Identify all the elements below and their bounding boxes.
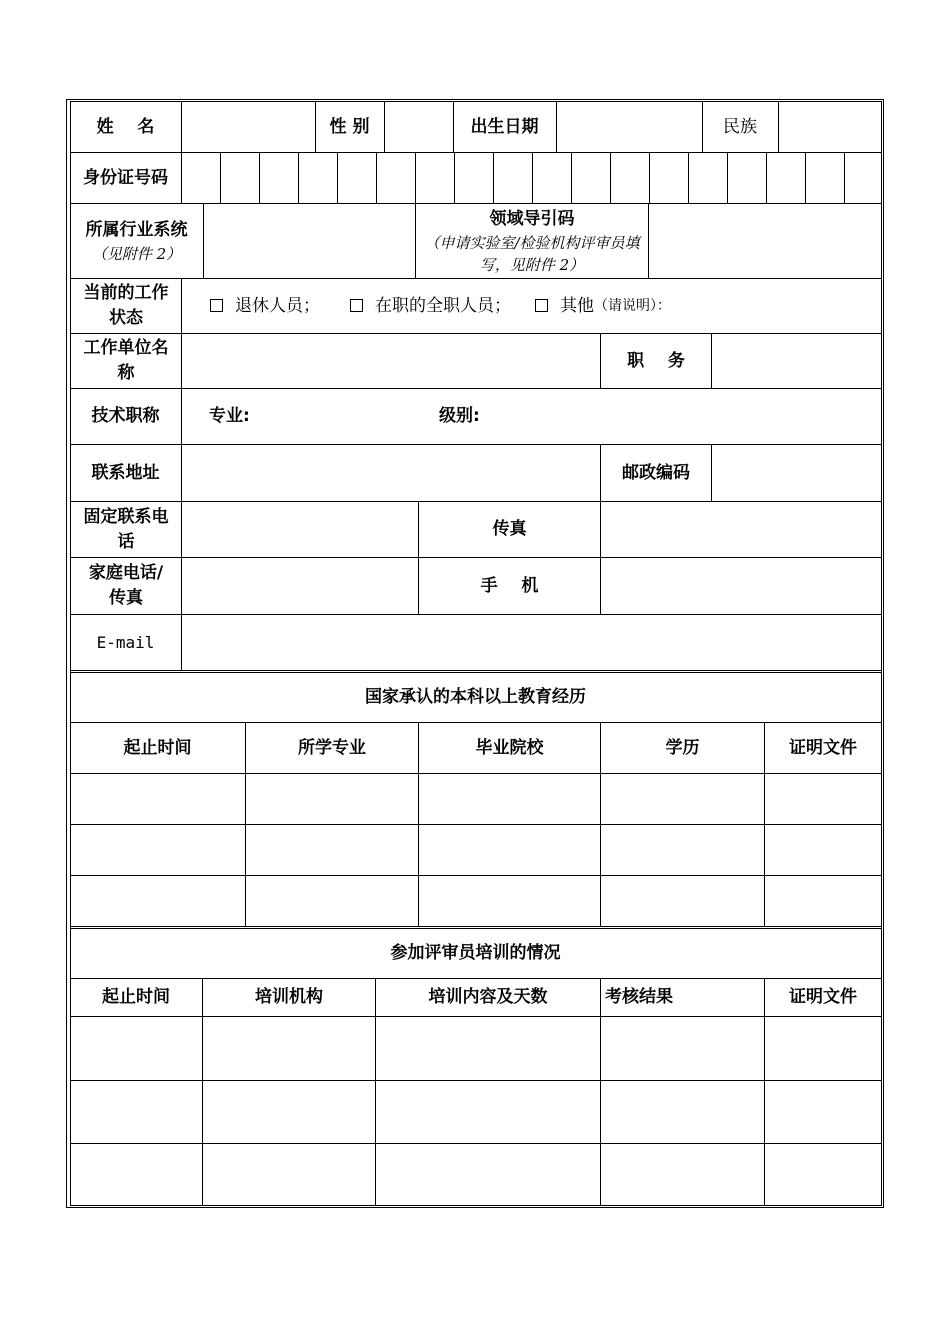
id-number-label: 身份证号码 [83, 167, 168, 188]
col-divider [384, 101, 385, 153]
position-label: 职 务 [627, 350, 685, 371]
email-label: E-mail [96, 633, 155, 652]
specialty-label: 专业: [209, 406, 250, 426]
education-header-period: 起止时间 [123, 737, 192, 758]
col-divider [600, 978, 601, 1206]
birth-date-label: 出生日期 [470, 116, 539, 137]
training-header-institution: 培训机构 [255, 987, 323, 1007]
col-divider [711, 444, 712, 502]
training-header-proof: 证明文件 [789, 987, 857, 1007]
ethnicity-label: 民族 [723, 116, 757, 137]
id-digit-divider [415, 152, 416, 204]
col-divider [181, 101, 182, 153]
row-divider [70, 1143, 881, 1144]
id-digit-divider [610, 152, 611, 204]
col-divider [600, 501, 601, 615]
id-digit-divider [259, 152, 260, 204]
col-divider [181, 278, 182, 671]
employer-label: 工作单位名称 [83, 338, 169, 383]
training-header-period: 起止时间 [102, 987, 170, 1007]
id-digit-divider [727, 152, 728, 204]
col-divider [778, 101, 779, 153]
domain-code-label: 领域导引码 [489, 208, 575, 229]
other-option-label: 其他 [560, 295, 594, 316]
col-divider [203, 203, 204, 279]
id-digit-divider [337, 152, 338, 204]
industry-system-label: 所属行业系统 [85, 219, 188, 240]
section-divider [70, 926, 881, 927]
col-divider [556, 101, 557, 153]
work-status-label: 当前的工作状态 [83, 283, 169, 328]
row-divider [70, 1080, 881, 1081]
address-label: 联系地址 [91, 462, 160, 483]
row-divider [70, 333, 881, 334]
id-digit-divider [376, 152, 377, 204]
education-header-degree: 学历 [665, 737, 700, 758]
gender-label: 性 别 [329, 116, 370, 137]
home-phone-label: 家庭电话/传真 [88, 563, 164, 608]
row-divider [70, 773, 881, 774]
row-divider [70, 152, 881, 153]
col-divider [648, 203, 649, 279]
retired-checkbox[interactable] [210, 299, 223, 312]
table-border-line [881, 101, 882, 1206]
landline-label: 固定联系电话 [83, 506, 169, 552]
training-header-result: 考核结果 [605, 987, 673, 1007]
id-digit-divider [220, 152, 221, 204]
col-divider [711, 333, 712, 389]
fulltime-option-label: 在职的全职人员； [375, 295, 511, 316]
level-label: 级别: [439, 406, 480, 426]
other-checkbox[interactable] [535, 299, 548, 312]
row-divider [70, 444, 881, 445]
education-header-major: 所学专业 [298, 737, 366, 758]
id-digit-divider [688, 152, 689, 204]
retired-option-label: 退休人员； [235, 295, 320, 316]
technical-title-label: 技术职称 [91, 406, 160, 426]
id-digit-divider [766, 152, 767, 204]
fax-label: 传真 [492, 519, 527, 539]
work-status-options [210, 279, 870, 333]
id-digit-divider [649, 152, 650, 204]
row-divider [70, 1016, 881, 1017]
training-section-title: 参加评审员培训的情况 [390, 943, 561, 963]
id-digit-divider [532, 152, 533, 204]
id-digit-divider [298, 152, 299, 204]
domain-code-cell [416, 204, 648, 278]
id-digit-divider [454, 152, 455, 204]
col-divider [181, 152, 182, 204]
application-form-table [66, 99, 884, 1208]
education-header-proof: 证明文件 [789, 737, 857, 758]
table-border-line [70, 1205, 881, 1206]
education-section-title: 国家承认的本科以上教育经历 [365, 687, 586, 707]
section-divider [70, 670, 881, 671]
id-digit-divider [493, 152, 494, 204]
postcode-label: 邮政编码 [622, 462, 690, 483]
other-note: （请说明）： [594, 297, 671, 314]
id-digit-divider [805, 152, 806, 204]
id-digit-divider [844, 152, 845, 204]
name-label: 姓 名 [96, 116, 155, 137]
row-divider [70, 614, 881, 615]
domain-code-note: （申请实验室/检验机构评审员填写，见附件 2） [424, 233, 640, 274]
fulltime-checkbox[interactable] [350, 299, 363, 312]
training-header-content: 培训内容及天数 [428, 987, 548, 1007]
row-divider [70, 875, 881, 876]
id-digit-divider [571, 152, 572, 204]
education-header-school: 毕业院校 [475, 737, 544, 758]
industry-system-note: （见附件 2） [91, 244, 182, 263]
industry-system-cell [70, 204, 203, 278]
mobile-label: 手 机 [480, 575, 539, 596]
row-divider [70, 824, 881, 825]
